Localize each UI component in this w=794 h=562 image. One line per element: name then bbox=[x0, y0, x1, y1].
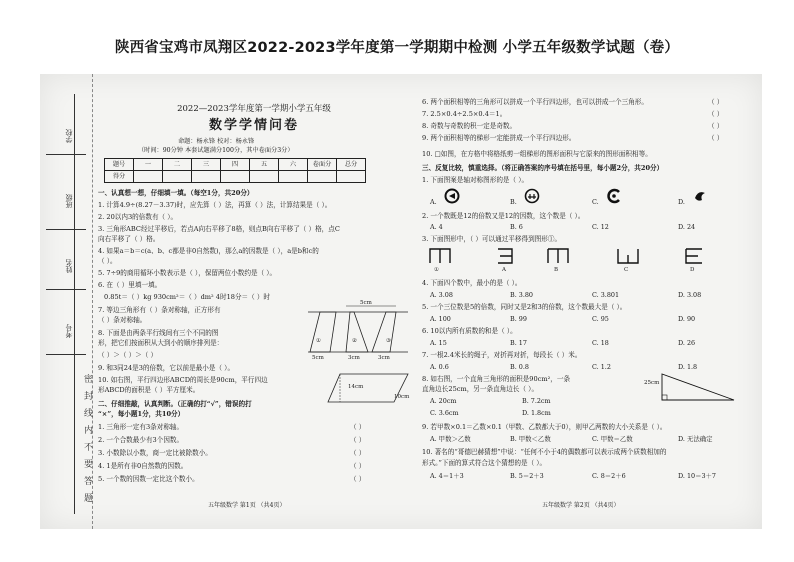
fig-label: A bbox=[502, 267, 506, 273]
option: B. 5＝2＋3 bbox=[510, 472, 544, 480]
parallel-shapes-figure bbox=[306, 300, 410, 362]
paper-heading: 2022—2023学年度第一学期小学五年级 bbox=[177, 104, 331, 114]
table-cell: 卷面分 bbox=[308, 159, 337, 171]
time-info: （时间：90分钟 本套试题满分100分，其中卷面分3分） bbox=[138, 147, 294, 154]
score-cell bbox=[337, 171, 366, 183]
answer-paren: （ ） bbox=[350, 462, 366, 470]
score-table-score-row bbox=[105, 171, 366, 183]
binding-divider bbox=[46, 354, 86, 355]
choice-1-option-d: D. bbox=[678, 198, 685, 206]
question-8: 8. 下面是由两条平行线间有三个不同的图 bbox=[98, 329, 219, 337]
option: B. 17 bbox=[510, 339, 527, 347]
section-2-heading: 二、仔细推敲，认真判断。（正确的打“√”，错误的打 bbox=[98, 400, 252, 408]
answer-paren: （ ） bbox=[708, 110, 724, 118]
choice-9: 9. 若甲数×0.1＝乙数×0.1（甲数、乙数都大于0），则甲乙两数的大小关系是（ ）。 bbox=[422, 423, 667, 431]
question-3-cont: 向右平移了（ ）格。 bbox=[98, 235, 160, 243]
score-table bbox=[104, 158, 366, 183]
table-cell: 四 bbox=[221, 159, 250, 171]
question-1: 1. 计算4.9÷(8.27－3.37)时，应先算（ ）法，再算（ ）法，计算结果是（ ）。 bbox=[98, 201, 332, 209]
judge-4: 4. 1是所有非0自然数的因数。 bbox=[98, 462, 188, 470]
choice-10-cont: 形式。”下面的算式符合这个猜想的是（ ）。 bbox=[422, 459, 547, 467]
right-footer: 五年级数学 第2页 （共4页） bbox=[542, 502, 620, 509]
option: A. 0.6 bbox=[430, 363, 449, 371]
fig-c8-label: 25cm bbox=[644, 380, 660, 386]
choice-4: 4. 下面四个数中，最小的是（ ）。 bbox=[422, 279, 522, 287]
strip-label-class: 班级 bbox=[65, 194, 73, 208]
page-title: 陕西省宝鸡市凤翔区2022-2023学年度第一学期期中检测 小学五年级数学试题（卷） bbox=[114, 40, 680, 56]
choice-1: 1. 下面图案是轴对称图形的是（ ）。 bbox=[422, 176, 529, 184]
fig-label: B bbox=[554, 267, 559, 273]
seal-line-text: 密封线内不要答题 bbox=[82, 374, 92, 510]
option: D. 10＝3＋7 bbox=[678, 472, 717, 480]
option: D. 无法确定 bbox=[678, 435, 713, 443]
answer-paren: （ ） bbox=[350, 475, 366, 483]
option: A. 4 bbox=[430, 223, 443, 231]
binding-divider bbox=[46, 229, 86, 230]
table-cell: 总分 bbox=[337, 159, 366, 171]
score-cell bbox=[279, 171, 308, 183]
left-footer: 五年级数学 第1页 （共4页） bbox=[208, 502, 286, 509]
answer-paren: （ ） bbox=[708, 134, 724, 142]
answer-paren: （ ） bbox=[708, 98, 724, 106]
section-2-heading-cont: “×”，每小题1分，共10分） bbox=[98, 410, 185, 418]
choice-3: 3. 下面图形中，（ ）可以通过平移得到图形①。 bbox=[422, 235, 562, 243]
question-8-cont: 形，把它们按面积从大到小的顺序排列是： bbox=[98, 339, 224, 347]
answer-paren: （ ） bbox=[350, 423, 366, 431]
section-3-heading: 三、反复比较，慎重选择。（将正确答案的序号填在括号里，每小题2分，共20分） bbox=[422, 164, 664, 172]
choice-8-cont: 直角边长25cm，另一条直角边长（ ）。 bbox=[422, 385, 539, 393]
choice-7: 7. 一根2.4米长的绳子，对折再对折，每段长（ ）米。 bbox=[422, 351, 582, 359]
section-1-heading: 一、认真想一想，仔细填一填。（每空1分，共20分） bbox=[98, 189, 254, 197]
option: C. 3.801 bbox=[592, 291, 620, 299]
option: C. 95 bbox=[592, 315, 609, 323]
setters: 命题：杨永锋 校对：杨永锋 bbox=[178, 138, 255, 145]
table-cell: 三 bbox=[192, 159, 221, 171]
fig8-shape-label-3: ③ bbox=[386, 338, 391, 344]
judge-1: 1. 三角形一定有3条对称轴。 bbox=[98, 423, 184, 431]
option: A. 15 bbox=[430, 339, 447, 347]
option: B. 6 bbox=[510, 223, 523, 231]
table-cell: 二 bbox=[163, 159, 192, 171]
choice-5: 5. 一个三位数是5的倍数，同时又是2和3的倍数，这个数最大是（ ）。 bbox=[422, 303, 627, 311]
option: D. 90 bbox=[678, 315, 696, 323]
question-9: 9. 和3同24是3的倍数，它以前是最小是（ ）。 bbox=[98, 364, 235, 372]
choice-8: 8. 如右图，一个直角三角形的面积是90cm²，一条 bbox=[422, 375, 571, 383]
table-cell: 五 bbox=[250, 159, 279, 171]
score-cell bbox=[221, 171, 250, 183]
fig8-bottom-label-2: 3cm bbox=[348, 355, 360, 361]
option: A. 20cm bbox=[430, 397, 457, 405]
score-cell bbox=[134, 171, 163, 183]
option: A. 3.08 bbox=[430, 291, 453, 299]
choice-1-option-a: A. bbox=[430, 198, 437, 206]
strip-label-name: 姓名 bbox=[65, 259, 73, 273]
question-4: 4. 如果a＝b＝c(a、b、c都是非0自然数)，那么a的因数是（ ），a是b和c的 bbox=[98, 247, 319, 255]
judge-9: 9. 两个面积相等的梯形一定能拼成一个平行四边形。 bbox=[422, 134, 576, 142]
binding-strip bbox=[40, 74, 93, 529]
choice-10: 10. 著名的“哥德巴赫猜想”中说：“任何不小于4的偶数都可以表示成两个质数相加的 bbox=[422, 448, 667, 456]
translation-figures bbox=[428, 245, 738, 269]
fig8-top-label: 5cm bbox=[360, 300, 372, 306]
option: D. 3.08 bbox=[678, 291, 702, 299]
fig-label: C bbox=[624, 267, 629, 273]
fig8-bottom-label-1: 5cm bbox=[312, 355, 324, 361]
logo-d-icon bbox=[692, 188, 708, 204]
option: D. 1.8 bbox=[678, 363, 698, 371]
fig10-base-label: 14cm bbox=[348, 384, 364, 390]
table-cell: 六 bbox=[279, 159, 308, 171]
fig8-shape-label-2: ② bbox=[352, 338, 357, 344]
fig-label: ① bbox=[434, 267, 439, 273]
question-6: 6. 在（ ）里填一填。 bbox=[98, 281, 162, 289]
right-triangle-figure bbox=[652, 370, 738, 404]
score-table-header-row bbox=[105, 159, 366, 171]
question-7: 7. 等边三角形有（ ）条对称轴，正方形有 bbox=[98, 306, 221, 314]
fig8-bottom-label-3: 3cm bbox=[378, 355, 390, 361]
answer-paren: （ ） bbox=[350, 436, 366, 444]
score-cell bbox=[308, 171, 337, 183]
score-cell bbox=[192, 171, 221, 183]
judge-6: 6. 两个面积相等的三角形可以拼成一个平行四边形，也可以拼成一个三角形。 bbox=[422, 98, 648, 106]
binding-divider bbox=[46, 154, 86, 155]
binding-line bbox=[74, 94, 75, 514]
option: D. 1.8cm bbox=[522, 409, 551, 417]
judge-10: 10. □如图，在方格中将格纸剪一组梯形的图形面积与它原来的图形面积相等。 bbox=[422, 150, 652, 158]
judge-5: 5. 一个数的因数一定比这个数小。 bbox=[98, 475, 199, 483]
option: C. 3.6cm bbox=[430, 409, 459, 417]
question-8-answer: （ ）＞（ ）＞（ ） bbox=[98, 351, 158, 359]
question-3: 3. 三角形ABC经过平移后，若点A向右平移了8格，则点B向右平移了（ ）格，点C bbox=[98, 225, 340, 233]
score-cell bbox=[250, 171, 279, 183]
question-2: 2. 20以内3的倍数有（ ）。 bbox=[98, 213, 178, 221]
option: B. 99 bbox=[510, 315, 527, 323]
scanned-exam-sheet bbox=[40, 74, 762, 529]
logo-a-icon bbox=[444, 188, 460, 204]
table-cell: 得分 bbox=[105, 171, 134, 183]
judge-8: 8. 奇数与奇数的积一定是奇数。 bbox=[422, 122, 517, 130]
option: B. 7.2cm bbox=[522, 397, 551, 405]
option: B. 甲数＜乙数 bbox=[510, 435, 551, 443]
judge-3: 3. 小数除以小数，商一定比被除数小。 bbox=[98, 449, 212, 457]
fig-label: D bbox=[690, 267, 695, 273]
choice-6: 6. 10以内所有质数的和是（ ）。 bbox=[422, 327, 517, 335]
paper-name: 数学学情问卷 bbox=[208, 118, 299, 133]
option: A. 甲数＞乙数 bbox=[430, 435, 471, 443]
question-7-cont: （ ）条对称轴。 bbox=[98, 316, 147, 324]
question-6-items: 0.85t＝（ ）kg 930cm²＝（ ）dm² 4时18分＝（ ）时 bbox=[104, 293, 271, 301]
option: A. 100 bbox=[430, 315, 451, 323]
question-10-cont: 形ABCD的面积是（ ）平方厘米。 bbox=[98, 386, 200, 394]
logo-b-icon bbox=[524, 188, 540, 204]
option: D. 24 bbox=[678, 223, 696, 231]
judge-7: 7. 2.5×0.4÷2.5×0.4＝1。 bbox=[422, 110, 507, 118]
strip-label-school: 学校 bbox=[65, 129, 73, 143]
table-cell: 题号 bbox=[105, 159, 134, 171]
option: C. 8＝2＋6 bbox=[592, 472, 626, 480]
option: B. 3.80 bbox=[510, 291, 533, 299]
option: D. 26 bbox=[678, 339, 696, 347]
option: C. 甲数＝乙数 bbox=[592, 435, 633, 443]
option: C. 12 bbox=[592, 223, 609, 231]
choice-1-option-c: C. bbox=[592, 198, 599, 206]
option: A. 4＝1＋3 bbox=[430, 472, 464, 480]
logo-c-icon bbox=[606, 188, 622, 204]
question-10: 10. 如右图，平行四边形ABCD的周长是90cm，平行四边 bbox=[98, 376, 268, 384]
option: B. 0.8 bbox=[510, 363, 529, 371]
score-cell bbox=[163, 171, 192, 183]
choice-2: 2. 一个数既是12的倍数又是12的因数，这个数是（ ）。 bbox=[422, 212, 585, 220]
answer-paren: （ ） bbox=[708, 122, 724, 130]
fig8-shape-label-1: ① bbox=[316, 338, 321, 344]
question-5: 5. 7÷9的商用循环小数表示是（ ），保留两位小数约是（ ）。 bbox=[98, 269, 277, 277]
question-4-cont: （ ）。 bbox=[98, 257, 117, 265]
answer-paren: （ ） bbox=[350, 449, 366, 457]
strip-label-exam-no: 考号 bbox=[65, 324, 73, 338]
binding-divider bbox=[46, 289, 86, 290]
judge-2: 2. 一个合数最少有3个因数。 bbox=[98, 436, 184, 444]
option: C. 1.2 bbox=[592, 363, 611, 371]
option: C. 18 bbox=[592, 339, 609, 347]
table-cell: 一 bbox=[134, 159, 163, 171]
fig10-side-label: 10cm bbox=[394, 394, 410, 400]
choice-1-option-b: B. bbox=[510, 198, 517, 206]
